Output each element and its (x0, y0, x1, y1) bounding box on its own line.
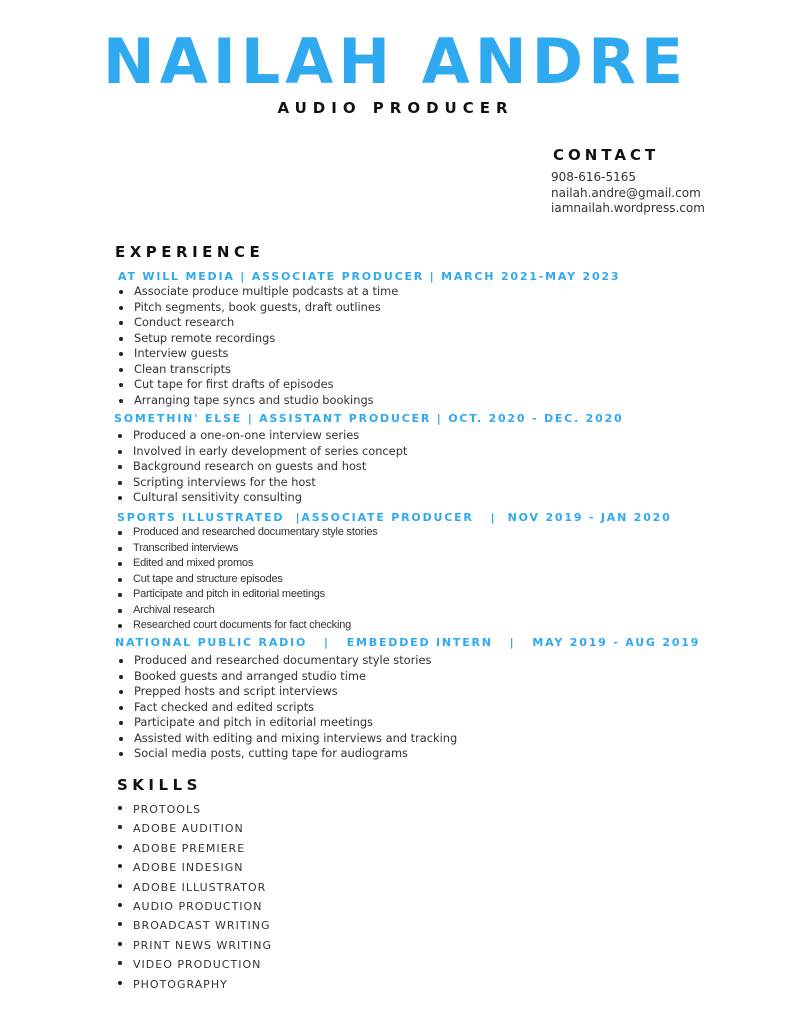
job-bullet-list (115, 284, 398, 408)
skill-item: PRINT NEWS WRITING (114, 936, 272, 955)
list-item: Arranging tape syncs and studio bookings (115, 393, 398, 409)
list-item: Fact checked and edited scripts (115, 700, 457, 716)
list-item: Transcribed interviews (114, 541, 378, 557)
skill-item: PHOTOGRAPHY (114, 975, 272, 994)
skills-list (114, 800, 272, 994)
job-bullet-list (115, 653, 457, 762)
skill-item: ADOBE AUDITION (114, 819, 272, 838)
list-item: Participate and pitch in editorial meetings (114, 587, 378, 603)
job-header: AT WILL MEDIA | ASSOCIATE PRODUCER | MARCH 2021-MAY 2023 (118, 270, 621, 283)
job-header: SPORTS ILLUSTRATED |ASSOCIATE PRODUCER | NOV 2019 - JAN 2020 (117, 511, 672, 524)
list-item: Cultural sensitivity consulting (114, 490, 407, 506)
list-item: Cut tape and structure episodes (114, 572, 378, 588)
skill-item: AUDIO PRODUCTION (114, 897, 272, 916)
job-header: SOMETHIN' ELSE | ASSISTANT PRODUCER | OCT. 2020 - DEC. 2020 (114, 412, 624, 425)
skill-item: ADOBE ILLUSTRATOR (114, 878, 272, 897)
list-item: Cut tape for first drafts of episodes (115, 377, 398, 393)
contact-heading: CONTACT (553, 146, 660, 164)
list-item: Prepped hosts and script interviews (115, 684, 457, 700)
list-item: Setup remote recordings (115, 331, 398, 347)
contact-website: iamnailah.wordpress.com (551, 201, 705, 215)
resume-title: AUDIO PRODUCER (277, 99, 514, 117)
list-item: Archival research (114, 603, 378, 619)
list-item: Edited and mixed promos (114, 556, 378, 572)
skills-heading: SKILLS (117, 776, 202, 794)
list-item: Produced a one-on-one interview series (114, 428, 407, 444)
list-item: Produced and researched documentary style stories (115, 653, 457, 669)
job-bullet-list (114, 428, 407, 506)
list-item: Social media posts, cutting tape for audiograms (115, 746, 457, 762)
list-item: Involved in early development of series concept (114, 444, 407, 460)
list-item: Produced and researched documentary style stories (114, 525, 378, 541)
list-item: Associate produce multiple podcasts at a time (115, 284, 398, 300)
list-item: Pitch segments, book guests, draft outlines (115, 300, 398, 316)
contact-email: nailah.andre@gmail.com (551, 185, 701, 200)
skill-item: BROADCAST WRITING (114, 916, 272, 935)
list-item: Booked guests and arranged studio time (115, 669, 457, 685)
list-item: Assisted with editing and mixing interviews and tracking (115, 731, 457, 747)
skill-item: VIDEO PRODUCTION (114, 955, 272, 974)
contact-section (551, 145, 705, 217)
list-item: Participate and pitch in editorial meetings (115, 715, 457, 731)
list-item: Scripting interviews for the host (114, 475, 407, 491)
list-item: Researched court documents for fact checking (114, 618, 378, 634)
resume-name: NAILAH ANDRE (102, 25, 689, 98)
list-item: Interview guests (115, 346, 398, 362)
list-item: Conduct research (115, 315, 398, 331)
skill-item: ADOBE INDESIGN (114, 858, 272, 877)
job-bullet-list (114, 525, 378, 634)
skill-item: ADOBE PREMIERE (114, 839, 272, 858)
skill-item: PROTOOLS (114, 800, 272, 819)
experience-heading: EXPERIENCE (115, 243, 265, 261)
list-item: Clean transcripts (115, 362, 398, 378)
job-header: NATIONAL PUBLIC RADIO | EMBEDDED INTERN | MAY 2019 - AUG 2019 (115, 636, 701, 649)
list-item: Background research on guests and host (114, 459, 407, 475)
contact-phone: 908-616-5165 (551, 170, 637, 184)
